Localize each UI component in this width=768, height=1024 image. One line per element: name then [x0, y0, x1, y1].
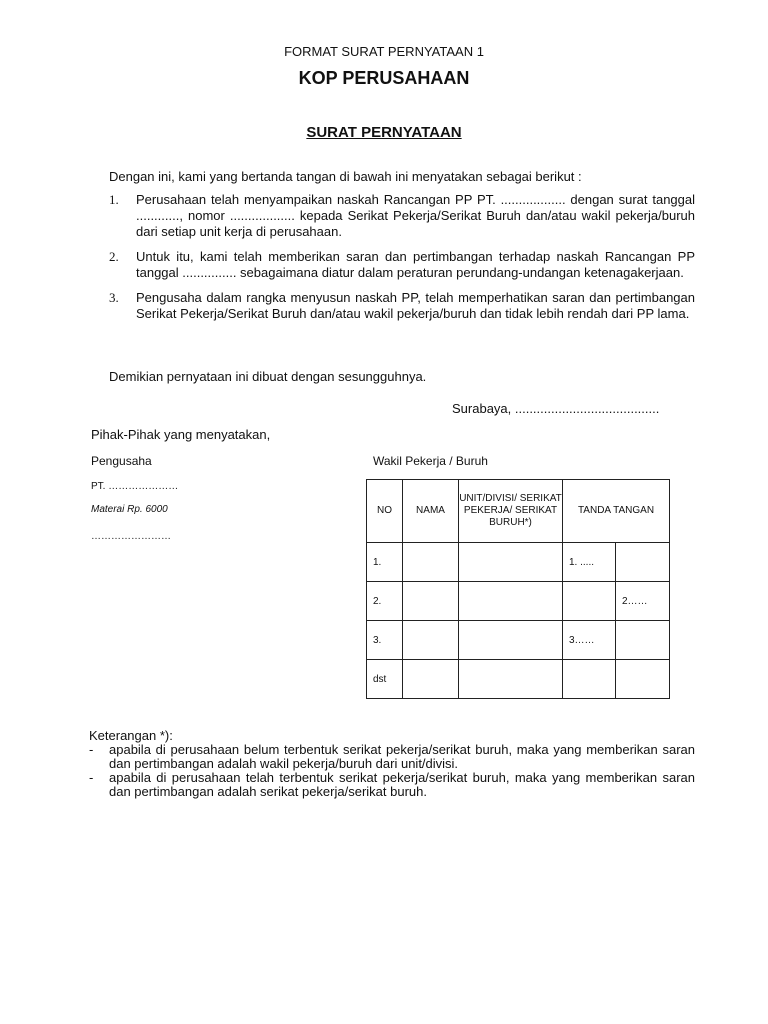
- cell-unit: [459, 660, 563, 699]
- note-text: apabila di perusahaan belum terbentuk serikat pekerja/serikat buruh, maka yang memberikan saran dan pertimbangan adalah wakil pekerja/buruh dari unit/divisi.: [109, 742, 695, 771]
- cell-sign-right: [616, 621, 670, 660]
- cell-sign-left: 1. .....: [563, 543, 616, 582]
- employer-signature-line: ……………………: [91, 531, 171, 542]
- cell-no: 2.: [367, 582, 403, 621]
- header-signature: TANDA TANGAN: [563, 480, 670, 543]
- item-text: Untuk itu, kami telah memberikan saran dan pertimbangan terhadap naskah Rancangan PP tanggal ............... sebagaimana diatur dalam peraturan perundang-undangan ketenagakerjaan.: [136, 249, 695, 280]
- note-item: [89, 743, 695, 771]
- item-text: Perusahaan telah menyampaikan naskah Rancangan PP PT. .................. dengan surat tanggal ............, nomor .................. kepada Serikat Pekerja/Serikat Buruh dan/atau wakil pekerja/buruh dari setiap unit kerja di perusahaan.: [136, 192, 695, 239]
- worker-signature-table: [366, 479, 670, 699]
- cell-sign-left: [563, 582, 616, 621]
- notes-list: [89, 743, 695, 799]
- worker-rep-label: Wakil Pekerja / Buruh: [373, 454, 488, 468]
- table-row: [367, 621, 670, 660]
- item-text: Pengusaha dalam rangka menyusun naskah PP, telah memperhatikan saran dan pertimbangan Serikat Pekerja/Serikat Buruh dan/atau wakil pekerja/buruh dan tidak lebih rendah dari PP lama.: [136, 290, 695, 321]
- note-dash: -: [89, 742, 94, 757]
- cell-sign-right: [616, 660, 670, 699]
- cell-unit: [459, 543, 563, 582]
- note-item: [89, 771, 695, 799]
- header-name: NAMA: [403, 480, 459, 543]
- table-row: [367, 582, 670, 621]
- cell-no: 3.: [367, 621, 403, 660]
- cell-name: [403, 582, 459, 621]
- cell-sign-left: [563, 660, 616, 699]
- table-row: [367, 543, 670, 582]
- cell-sign-right: 2……: [616, 582, 670, 621]
- place-date: Surabaya, ........................................: [452, 401, 660, 416]
- note-text: apabila di perusahaan telah terbentuk serikat pekerja/serikat buruh, maka yang memberikan saran dan pertimbangan adalah serikat pekerja/serikat buruh.: [109, 770, 695, 799]
- statement-item: [109, 192, 695, 240]
- statement-item: [109, 249, 695, 281]
- item-number: 3.: [109, 290, 119, 305]
- cell-name: [403, 621, 459, 660]
- cell-sign-right: [616, 543, 670, 582]
- item-number: 2.: [109, 249, 119, 264]
- intro-paragraph: Dengan ini, kami yang bertanda tangan di bawah ini menyatakan sebagai berikut :: [109, 169, 582, 184]
- table-header-row: [367, 480, 670, 543]
- cell-no: 1.: [367, 543, 403, 582]
- company-letterhead: KOP PERUSAHAAN: [298, 68, 470, 88]
- notes-heading: Keterangan *):: [89, 728, 173, 743]
- header-unit: UNIT/DIVISI/ SERIKAT PEKERJA/ SERIKAT BURUH*): [459, 480, 563, 543]
- format-title: FORMAT SURAT PERNYATAAN 1: [284, 44, 484, 59]
- cell-unit: [459, 621, 563, 660]
- document-title: SURAT PERNYATAAN: [306, 124, 462, 141]
- signatories-heading: Pihak-Pihak yang menyatakan,: [91, 427, 271, 442]
- cell-no: dst: [367, 660, 403, 699]
- statement-list: [109, 192, 695, 331]
- statement-item: [109, 290, 695, 322]
- item-number: 1.: [109, 192, 119, 207]
- employer-label: Pengusaha: [91, 454, 152, 468]
- table-row: [367, 660, 670, 699]
- cell-name: [403, 543, 459, 582]
- header-no: NO: [367, 480, 403, 543]
- cell-name: [403, 660, 459, 699]
- employer-company: PT. …………………: [91, 481, 179, 492]
- cell-unit: [459, 582, 563, 621]
- closing-statement: Demikian pernyataan ini dibuat dengan sesungguhnya.: [109, 369, 427, 384]
- stamp-duty-note: Materai Rp. 6000: [91, 504, 168, 515]
- note-dash: -: [89, 770, 94, 785]
- cell-sign-left: 3……: [563, 621, 616, 660]
